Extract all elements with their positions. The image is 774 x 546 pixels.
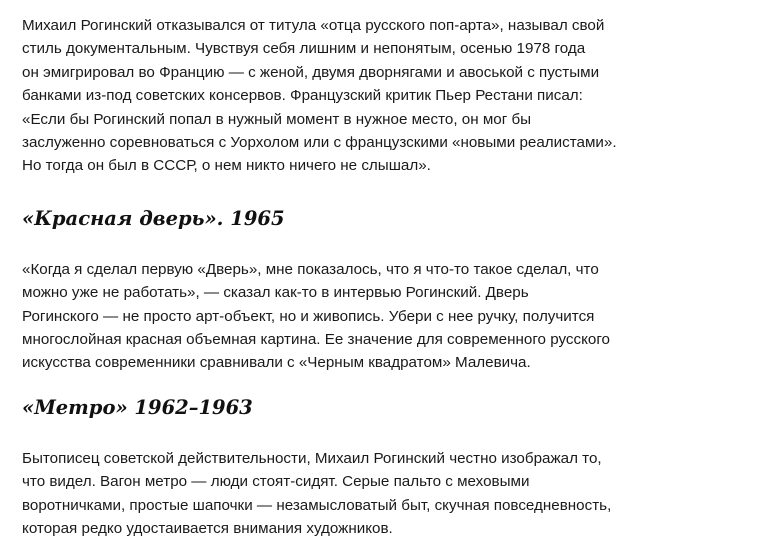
section-heading-metro: «Метро» 1962–1963	[22, 395, 253, 419]
paragraph-line: Михаил Рогинский отказывался от титула «отца русского поп-арта», называл свой	[22, 17, 605, 34]
paragraph-line: которая редко удостаивается внимания художников.	[22, 520, 393, 538]
paragraph-line: Бытописец советской действительности, Михаил Рогинский честно изображал то,	[22, 449, 602, 467]
paragraph-line: многослойная красная объемная картина. Ее значение для современного русского	[22, 331, 610, 349]
metro-paragraph	[22, 447, 762, 541]
paragraph-line: что видел. Вагон метро — люди стоят-сидят. Серые пальто с меховыми	[22, 473, 530, 491]
paragraph-line: искусства современники сравнивали с «Черным квадратом» Малевича.	[22, 354, 531, 372]
paragraph-line: воротничками, простые шапочки — незамысловатый быт, скучная повседневность,	[22, 496, 612, 514]
intro-paragraph	[22, 14, 762, 178]
paragraph-line: Но тогда он был в СССР, о нем никто ничего не слышал».	[22, 157, 431, 175]
paragraph-line: стиль документальным. Чувствуя себя лишним и непонятым, осенью 1978 года	[22, 40, 586, 58]
paragraph-line: можно уже не работать», — сказал как-то в интервью Рогинский. Дверь	[22, 284, 529, 302]
red-door-paragraph	[22, 258, 762, 375]
paragraph-line: Рогинского — не просто арт-объект, но и живопись. Убери с нее ручку, получится	[22, 307, 595, 325]
paragraph-line: банками из-под советских консервов. Французский критик Пьер Рестани писал:	[22, 87, 583, 105]
paragraph-line: «Если бы Рогинский попал в нужный момент в нужное место, он мог бы	[22, 110, 532, 128]
section-heading-red-door: «Красная дверь». 1965	[22, 206, 285, 230]
paragraph-line: заслуженно соревноваться с Уорхолом или с французскими «новыми реалистами».	[22, 134, 617, 152]
paragraph-line: он эмигрировал во Францию — с женой, двумя дворнягами и авоськой с пустыми	[22, 63, 600, 81]
article-body	[22, 14, 762, 541]
paragraph-line: «Когда я сделал первую «Дверь», мне показалось, что я что-то такое сделал, что	[22, 260, 599, 278]
